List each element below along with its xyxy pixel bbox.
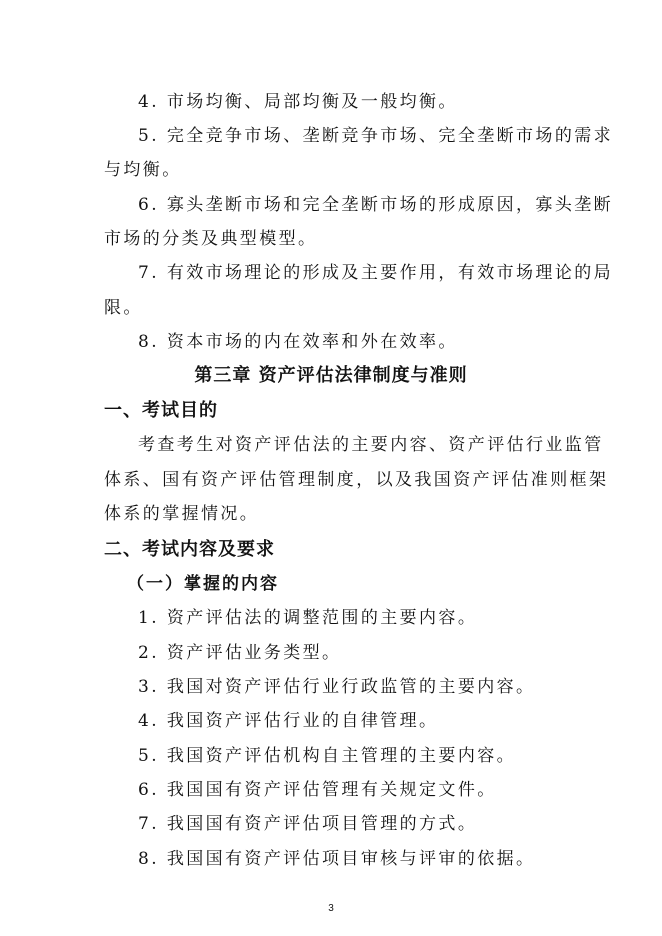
subsection-heading: （一）掌握的内容 [127, 574, 279, 594]
paragraph-line: 7. 有效市场理论的形成及主要作用，有效市场理论的局 [138, 263, 614, 283]
list-item: 2. 资产评估业务类型。 [138, 643, 342, 663]
section-heading: 二、考试内容及要求 [104, 539, 275, 560]
paragraph-line: 6. 寡头垄断市场和完全垄断市场的形成原因，寡头垄断 [138, 195, 614, 215]
page-number: 3 [328, 903, 334, 914]
list-item: 7. 我国国有资产评估项目管理的方式。 [138, 814, 478, 834]
paragraph-line: 5. 完全竞争市场、垄断竞争市场、完全垄断市场的需求 [138, 126, 614, 146]
list-item: 4. 我国资产评估行业的自律管理。 [138, 711, 439, 731]
list-item: 3. 我国对资产评估行业行政监管的主要内容。 [138, 677, 536, 697]
paragraph-line: 限。 [104, 298, 143, 318]
list-item: 8. 我国国有资产评估项目审核与评审的依据。 [138, 849, 536, 869]
paragraph-line: 体系、国有资产评估管理制度，以及我国资产评估准则框架 [104, 470, 609, 490]
section-heading: 一、考试目的 [104, 400, 218, 421]
paragraph-line: 市场的分类及典型模型。 [104, 229, 318, 249]
paragraph-line: 体系的掌握情况。 [104, 504, 260, 524]
paragraph-line: 4. 市场均衡、局部均衡及一般均衡。 [138, 92, 458, 112]
list-item: 6. 我国国有资产评估管理有关规定文件。 [138, 780, 497, 800]
paragraph-line: 8. 资本市场的内在效率和外在效率。 [138, 332, 458, 352]
list-item: 1. 资产评估法的调整范围的主要内容。 [138, 608, 478, 628]
list-item: 5. 我国资产评估机构自主管理的主要内容。 [138, 746, 517, 766]
paragraph-line: 考查考生对资产评估法的主要内容、资产评估行业监管 [138, 435, 604, 455]
chapter-title: 第三章 资产评估法律制度与准则 [194, 365, 468, 386]
paragraph-line: 与均衡。 [104, 160, 182, 180]
